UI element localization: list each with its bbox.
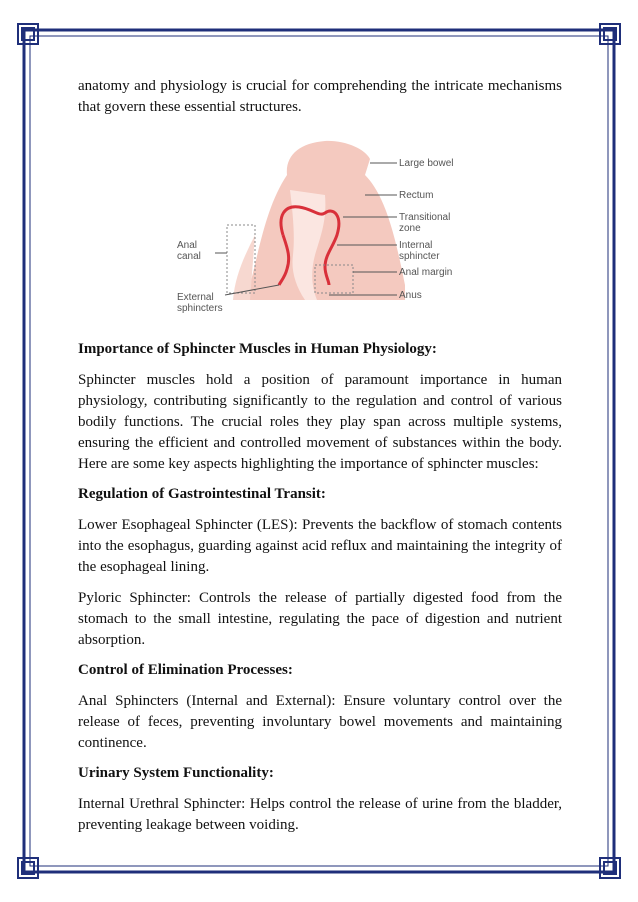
label-external-sphincters-2: sphincters [177, 303, 223, 314]
paragraph-anal-sphincters: Anal Sphincters (Internal and External): Ensure voluntary control over the release of feces, preventing involuntary bowel movements and maintaining continence. [78, 693, 562, 751]
section-heading-importance: Importance of Sphincter Muscles in Human Physiology: [78, 341, 437, 357]
label-rectum: Rectum [399, 190, 434, 201]
body-content [78, 339, 562, 836]
section-heading-gi-transit: Regulation of Gastrointestinal Transit: [78, 486, 326, 502]
label-internal-sphincter-2: sphincter [399, 251, 440, 262]
label-anal-canal-1: Anal [177, 240, 198, 251]
label-transitional-zone-2: zone [399, 223, 421, 234]
label-anus: Anus [399, 290, 422, 301]
paragraph-les: Lower Esophageal Sphincter (LES): Prevents the backflow of stomach contents into the esophagus, guarding against acid reflux and maintaining the integrity of the esophageal lining. [78, 517, 562, 575]
label-transitional-zone-1: Transitional [399, 212, 451, 223]
label-large-bowel: Large bowel [399, 158, 454, 169]
paragraph-urethral: Internal Urethral Sphincter: Helps control the release of urine from the bladder, preventing leakage between voiding. [78, 796, 562, 833]
label-external-sphincters-1: External [177, 292, 214, 303]
label-anal-canal-2: canal [177, 251, 201, 262]
intro-paragraph: anatomy and physiology is crucial for comprehending the intricate mechanisms that govern these essential structures. [78, 78, 562, 115]
intro-block [78, 76, 562, 118]
section-heading-urinary: Urinary System Functionality: [78, 765, 274, 781]
label-internal-sphincter-1: Internal [399, 240, 433, 251]
label-anal-margin: Anal margin [399, 267, 453, 278]
section-heading-elimination: Control of Elimination Processes: [78, 662, 293, 678]
paragraph-importance: Sphincter muscles hold a position of paramount importance in human physiology, contributing significantly to the regulation and control of various bodily functions. The crucial roles they play span across multiple systems, ensuring the efficient and controlled movement of substances within the body. Here are some key aspects highlighting the importance of sphincter muscles: [78, 372, 562, 472]
anal-canal-diagram [175, 135, 485, 320]
paragraph-pyloric: Pyloric Sphincter: Controls the release of partially digested food from the stomach to the small intestine, regulating the pace of digestion and nutrient absorption. [78, 590, 562, 648]
